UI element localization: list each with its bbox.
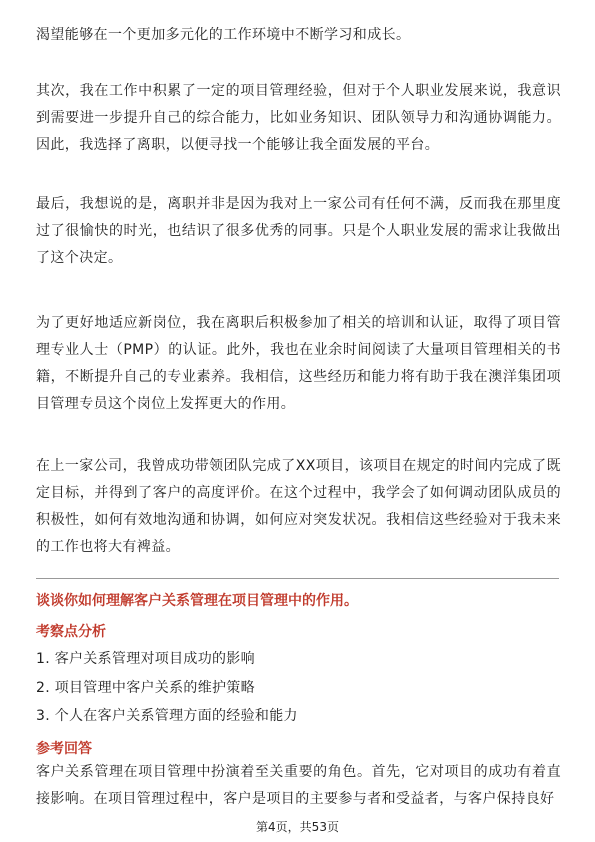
analysis-heading: 考察点分析	[36, 624, 106, 640]
analysis-item: 2. 项目管理中客户关系的维护策略	[36, 680, 255, 696]
answer-heading: 参考回答	[36, 741, 92, 757]
section-divider	[36, 578, 559, 579]
paragraph-final-reason: 最后，我想说的是，离职并非是因为我对上一家公司有任何不满，反而我在那里度过了很愉快的时光，也结识了很多优秀的同事。只是个人职业发展的需求让我做出了这个决定。	[36, 196, 561, 266]
page-number-footer: 第4页，共53页	[256, 820, 339, 834]
interview-question: 谈谈你如何理解客户关系管理在项目管理中的作用。	[36, 593, 358, 609]
paragraph-training: 为了更好地适应新岗位，我在离职后积极参加了相关的培训和认证，取得了项目管理专业人士（PMP）的认证。此外，我也在业余时间阅读了大量项目管理相关的书籍，不断提升自己的专业素养。我相信，这些经历和能力将有助于我在澳洋集团项目管理专员这个岗位上发挥更大的作用。	[36, 315, 561, 412]
paragraph-intro-continuation: 渴望能够在一个更加多元化的工作环境中不断学习和成长。	[36, 27, 411, 43]
paragraph-second-reason: 其次，我在工作中积累了一定的项目管理经验，但对于个人职业发展来说，我意识到需要进一步提升自己的综合能力，比如业务知识、团队领导力和沟通协调能力。因此，我选择了离职，以便寻找一个能够让我全面发展的平台。	[36, 83, 561, 153]
paragraph-project-experience: 在上一家公司，我曾成功带领团队完成了XX项目，该项目在规定的时间内完成了既定目标，并得到了客户的高度评价。在这个过程中，我学会了如何调动团队成员的积极性，如何有效地沟通和协调，如何应对突发状况。我相信这些经验对于我未来的工作也将大有裨益。	[36, 458, 561, 555]
analysis-item: 1. 客户关系管理对项目成功的影响	[36, 651, 255, 667]
analysis-item: 3. 个人在客户关系管理方面的经验和能力	[36, 708, 298, 724]
answer-text: 客户关系管理在项目管理中扮演着至关重要的角色。首先，它对项目的成功有着直接影响。在项目管理过程中，客户是项目的主要参与者和受益者，与客户保持良好	[36, 764, 561, 807]
